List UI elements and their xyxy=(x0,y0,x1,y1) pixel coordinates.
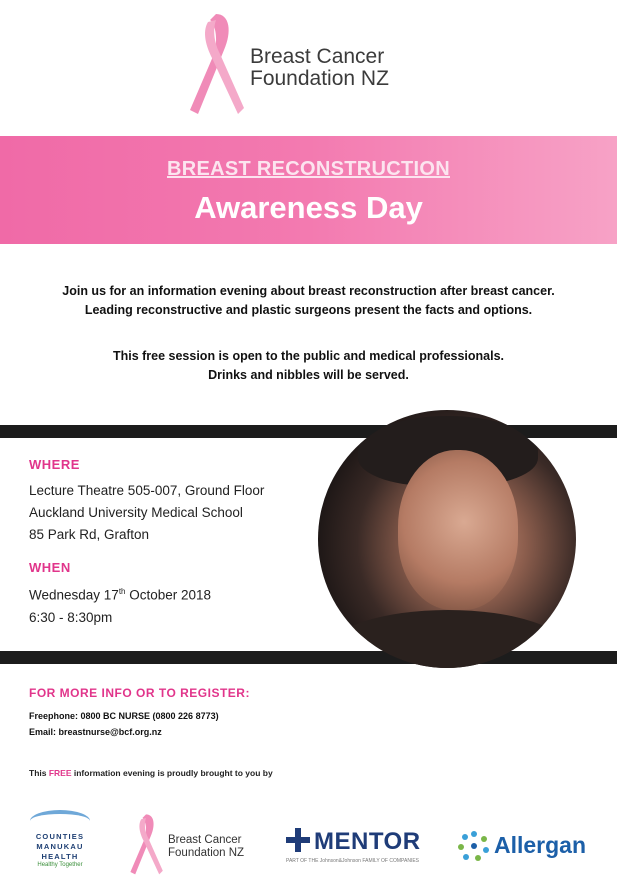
where-line-3: 85 Park Rd, Grafton xyxy=(29,527,150,542)
where-line-2: Auckland University Medical School xyxy=(29,505,243,520)
banner-subtitle: BREAST RECONSTRUCTION xyxy=(167,158,450,180)
bcf-sponsor-logo xyxy=(128,810,268,880)
bcf-logo xyxy=(186,10,426,120)
bcf-sponsor-line-2: Foundation NZ xyxy=(168,847,245,859)
pink-ribbon-icon xyxy=(186,10,246,120)
logo-line-1: Breast Cancer xyxy=(250,45,385,68)
intro-paragraph xyxy=(0,282,617,320)
intro-line-4: Drinks and nibbles will be served. xyxy=(208,368,409,382)
woman-portrait-photo xyxy=(318,410,576,668)
logo-line-2: Foundation NZ xyxy=(250,67,389,90)
sponsor-note-prefix: This xyxy=(29,768,49,778)
portrait-face xyxy=(398,450,518,610)
bcf-sponsor-text xyxy=(168,834,244,860)
allergan-logo xyxy=(458,828,608,864)
mentor-logo xyxy=(286,828,436,868)
when-date-suffix: October 2018 xyxy=(125,587,212,603)
title-banner xyxy=(0,136,617,244)
cmh-line-1: COUNTIES xyxy=(35,832,85,841)
cmh-tagline: Healthy Together xyxy=(37,862,83,868)
free-session-paragraph xyxy=(0,347,617,385)
contact-phone: Freephone: 0800 BC NURSE (0800 226 8773) xyxy=(29,711,219,721)
sponsor-note xyxy=(29,768,273,778)
counties-manukau-logo xyxy=(20,810,100,880)
allergan-name: Allergan xyxy=(494,832,587,858)
mentor-name: MENTOR xyxy=(314,828,421,855)
allergan-dots-icon xyxy=(458,830,490,862)
when-date-prefix: Wednesday 17 xyxy=(29,587,119,603)
bcf-sponsor-line-1: Breast Cancer xyxy=(168,834,242,846)
wave-icon xyxy=(30,810,90,832)
cmh-line-2: MANUKAU xyxy=(36,842,84,851)
mentor-sub: PART OF THE Johnson&Johnson FAMILY OF COMPANIES xyxy=(286,858,420,864)
when-time: 6:30 - 8:30pm xyxy=(29,609,113,625)
contact-section xyxy=(29,686,250,740)
pink-ribbon-icon xyxy=(128,810,164,880)
intro-line-2: Leading reconstructive and plastic surgeons present the facts and options. xyxy=(84,303,533,317)
banner-title: Awareness Day xyxy=(194,190,423,225)
event-details xyxy=(29,457,319,629)
intro-line-1: Join us for an information evening about breast reconstruction after breast cancer. xyxy=(62,284,555,298)
when-date xyxy=(29,581,319,607)
cmh-line-3: HEALTH xyxy=(41,852,79,861)
when-date-sup: th xyxy=(118,587,126,596)
sponsor-note-free: FREE xyxy=(48,768,72,778)
contact-heading: FOR MORE INFO OR TO REGISTER: xyxy=(29,686,250,700)
contact-email[interactable]: Email: breastnurse@bcf.org.nz xyxy=(29,727,162,737)
where-heading: WHERE xyxy=(29,457,80,472)
when-heading: WHEN xyxy=(29,560,71,575)
intro-line-3: This free session is open to the public and medical professionals. xyxy=(112,349,505,363)
logo-text xyxy=(250,46,389,90)
sponsor-note-suffix: information evening is proudly brought to you by xyxy=(71,768,273,778)
portrait-shoulder xyxy=(328,610,568,668)
where-line-1: Lecture Theatre 505-007, Ground Floor xyxy=(29,483,265,498)
mentor-cross-icon xyxy=(286,828,310,852)
